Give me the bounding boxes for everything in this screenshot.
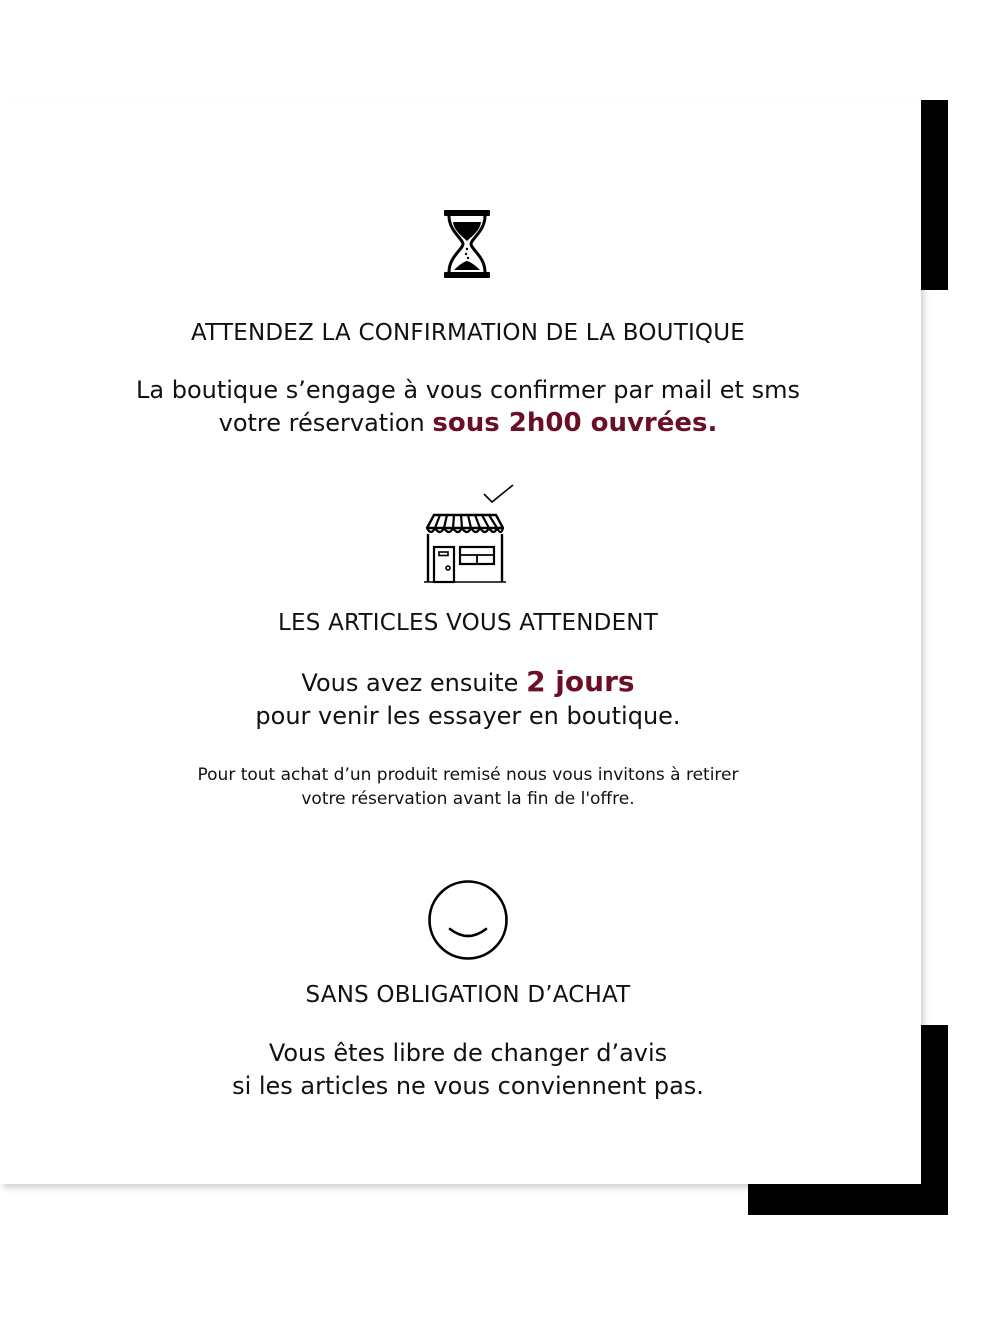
confirmation-line2-prefix: votre réservation [218, 409, 433, 437]
store-check-icon [420, 484, 516, 584]
no-obligation-line2: si les articles ne vous conviennent pas. [232, 1072, 704, 1100]
discount-note-line1: Pour tout achat d’un produit remisé nous vous invitons à retirer [197, 765, 739, 785]
articles-line1-prefix: Vous avez ensuite [301, 669, 527, 697]
smile-icon [427, 879, 509, 961]
articles-days-highlight: 2 jours [526, 665, 635, 698]
step-title-no-obligation: SANS OBLIGATION D’ACHAT [305, 982, 631, 1008]
step-text-confirmation [0, 374, 936, 440]
step-text-no-obligation [0, 1037, 936, 1103]
articles-line2: pour venir les essayer en boutique. [255, 702, 681, 730]
frame-bottom-bar [748, 1184, 948, 1215]
discount-note [0, 763, 936, 811]
discount-note-line2: votre réservation avant la fin de l'offre. [301, 789, 635, 809]
step-title-confirmation: ATTENDEZ LA CONFIRMATION DE LA BOUTIQUE [190, 320, 746, 346]
step-text-articles [0, 665, 936, 733]
frame-top-right-post [921, 100, 948, 290]
no-obligation-line1: Vous êtes libre de changer d’avis [268, 1039, 668, 1067]
step-title-articles: LES ARTICLES VOUS ATTENDENT [278, 610, 658, 636]
hourglass-icon [443, 209, 491, 279]
confirmation-line1: La boutique s’engage à vous confirmer par mail et sms [136, 376, 800, 404]
confirmation-delay-highlight: sous 2h00 ouvrées. [432, 408, 718, 438]
info-card [0, 100, 921, 1184]
